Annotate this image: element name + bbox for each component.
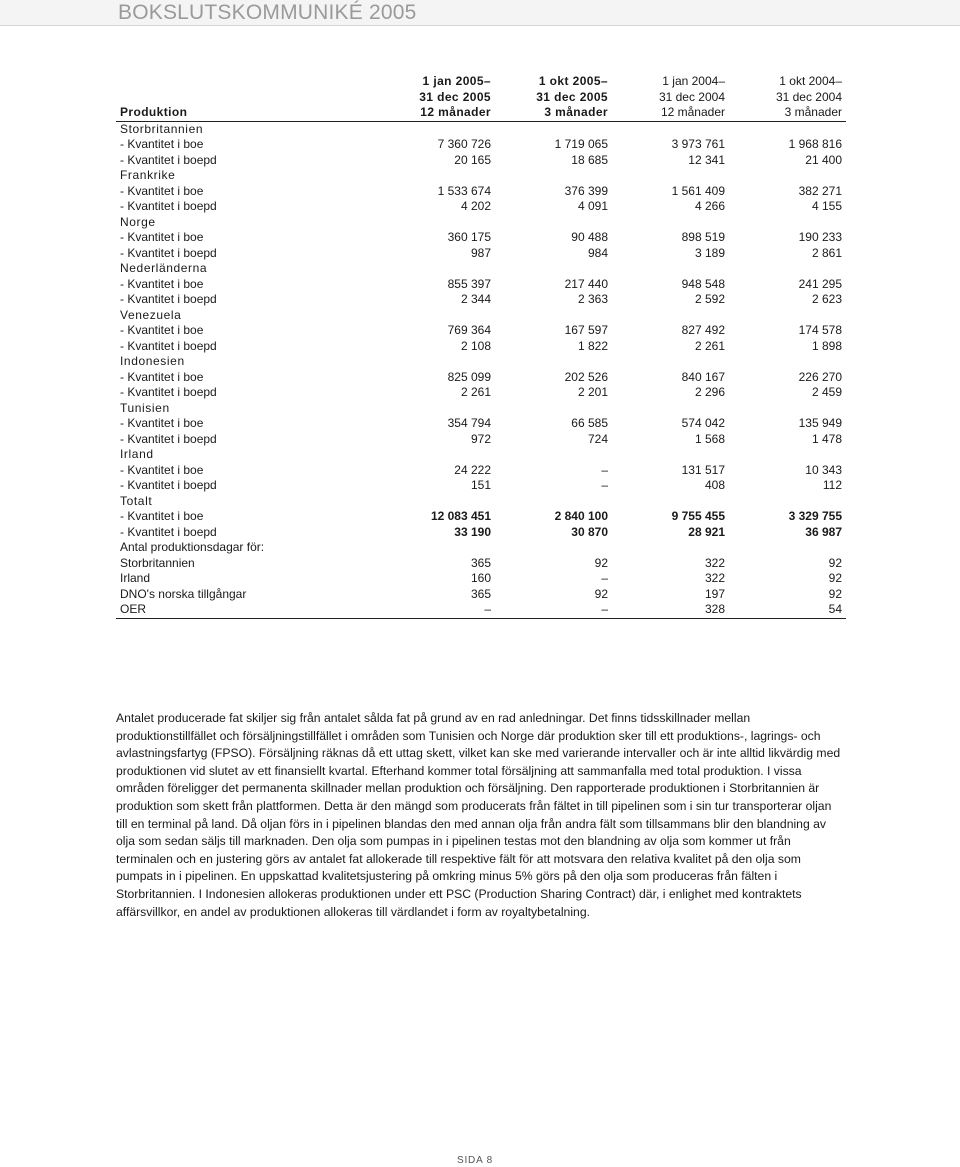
header-row-3 xyxy=(116,105,846,121)
section-header-row xyxy=(116,401,846,417)
row-label: DNO's norska tillgångar xyxy=(120,586,247,601)
row-label: OER xyxy=(116,602,378,618)
value-cell: 2 363 xyxy=(577,292,608,306)
value-cell: 972 xyxy=(470,431,491,446)
value-cell: 190 233 xyxy=(798,230,842,244)
value-cell: 376 399 xyxy=(564,183,608,198)
section-header-row xyxy=(116,121,846,137)
section-name: Totalt xyxy=(120,493,153,508)
value-cell: 36 987 xyxy=(805,524,842,539)
table-row xyxy=(116,153,846,169)
value-cell: 408 xyxy=(704,478,725,492)
column-header-line: 31 dec 2004 xyxy=(775,89,842,104)
value-cell: 1 568 xyxy=(694,431,725,446)
value-cell: 1 719 065 xyxy=(554,137,608,151)
row-label: - Kvantitet i boe xyxy=(120,183,204,198)
explanatory-paragraph: Antalet producerade fat skiljer sig från antalet sålda fat på grund av en rad anledningar. Det finns tidsskillnader mellan produktionstillfället och försäljningstillfället i områden som Tunisien och Norge där produktion sker till ett produktions-, lagrings- och avlastningsfartyg (FPSO). Försäljning räknas då ett uttag skett, vilket kan ske med varierande intervaller och är inte alltid likvärdig med produktionen vid slutet av ett finansiellt kvartal. Efterhand kommer total försäljning att sammanfalla med total produktion. I vissa områden föreligger det permanenta skillnader mellan produktion och försäljning. Den rapporterade produktionen i Storbritannien är produktion som skett från plattformen. Detta är den mängd som producerats från fältet in till pipelinen som i sin tur transporterar oljan till en terminal på land. Då oljan förs in i pipelinen blandas den med annan olja från andra fält som tillsammans blir den blandning av olja som sedan säljs till marknaden. Den olja som pumpas in i pipelinen testas mot den blandning av olja som kommer ut från terminalen och en justering görs av antalet fat allokerade till respektive fält för att motsvara den relativa kvalitet på den olja som pumpats in i pipelinen. En uppskattad kvalitetsjustering på omkring minus 5% görs på den olja som produceras från fälten i Storbritannien. I Indonesien allokeras produktionen under ett PSC (Production Sharing Contract) där, i enlighet med kontraktets affärsvillkor, en andel av produktionen allokeras till värdlandet i form av royaltybetalning. xyxy=(116,711,841,919)
row-label: - Kvantitet i boe xyxy=(120,416,204,430)
value-cell: 322 xyxy=(704,555,725,570)
value-cell: – xyxy=(495,602,612,618)
value-cell: 21 400 xyxy=(805,152,842,167)
column-header-line: 1 jan 2004– xyxy=(662,74,725,88)
value-cell: 4 266 xyxy=(694,199,725,213)
value-cell: 20 165 xyxy=(454,152,491,167)
document-title: BOKSLUTSKOMMUNIKÉ 2005 xyxy=(118,1,417,24)
value-cell: 4 155 xyxy=(811,199,842,213)
section-header-row xyxy=(116,354,846,370)
value-cell: 984 xyxy=(587,245,608,260)
value-cell: – xyxy=(378,602,495,618)
value-cell: 360 175 xyxy=(447,230,491,244)
row-label: Irland xyxy=(120,571,151,585)
value-cell: 825 099 xyxy=(447,369,491,384)
value-cell: 827 492 xyxy=(681,323,725,337)
value-cell: 2 459 xyxy=(811,385,842,399)
value-cell: 12 083 451 xyxy=(430,509,491,523)
value-cell: 2 201 xyxy=(577,385,608,399)
table-row xyxy=(116,432,846,448)
row-label: - Kvantitet i boe xyxy=(120,369,204,384)
table-row xyxy=(116,416,846,432)
row-label: - Kvantitet i boe xyxy=(120,276,204,291)
value-cell: 92 xyxy=(828,571,842,585)
table-row xyxy=(116,385,846,401)
production-table-body xyxy=(116,74,846,618)
row-label: - Kvantitet i boe xyxy=(120,230,204,244)
section-name: Tunisien xyxy=(120,400,170,415)
value-cell: 2 840 100 xyxy=(554,509,608,523)
table-row xyxy=(116,184,846,200)
value-cell: 2 261 xyxy=(460,385,491,399)
value-cell: 2 861 xyxy=(811,245,842,260)
row-label: - Kvantitet i boepd xyxy=(120,478,217,492)
value-cell: 174 578 xyxy=(798,323,842,337)
section-header-row xyxy=(116,261,846,277)
value-cell: 2 108 xyxy=(460,338,491,353)
table-row xyxy=(116,525,846,541)
header-rule xyxy=(0,25,960,26)
row-label: - Kvantitet i boepd xyxy=(120,385,217,399)
row-label: - Kvantitet i boe xyxy=(120,462,204,477)
value-cell: 1 968 816 xyxy=(788,137,842,151)
value-cell: 9 755 455 xyxy=(671,509,725,523)
section-name: Indonesien xyxy=(120,354,185,368)
value-cell: 1 478 xyxy=(811,431,842,446)
value-cell: 66 585 xyxy=(571,416,608,430)
column-header-line: 1 okt 2005– xyxy=(538,74,608,88)
column-header-line: 31 dec 2005 xyxy=(536,89,608,104)
value-cell: 131 517 xyxy=(681,462,725,477)
section-header-row xyxy=(116,447,846,463)
value-cell: – xyxy=(601,478,608,492)
column-header-line: 3 månader xyxy=(495,105,612,121)
column-header-line: 31 dec 2004 xyxy=(658,89,725,104)
value-cell: 354 794 xyxy=(447,416,491,430)
value-cell: 1 898 xyxy=(811,338,842,353)
value-cell: 724 xyxy=(587,431,608,446)
value-cell: 92 xyxy=(594,555,608,570)
section-header-row xyxy=(116,168,846,184)
section-header-row xyxy=(116,494,846,510)
value-cell: 12 341 xyxy=(688,152,725,167)
days-row xyxy=(116,587,846,603)
value-cell: 167 597 xyxy=(564,323,608,337)
days-heading-row xyxy=(116,540,846,556)
row-label: - Kvantitet i boepd xyxy=(120,292,217,306)
days-row xyxy=(116,556,846,572)
row-label: - Kvantitet i boe xyxy=(120,137,204,151)
value-cell: 987 xyxy=(470,245,491,260)
value-cell: 1 822 xyxy=(577,338,608,353)
value-cell: 92 xyxy=(828,586,842,601)
row-label: - Kvantitet i boe xyxy=(120,323,204,337)
value-cell: – xyxy=(601,571,608,585)
value-cell: 54 xyxy=(729,602,846,618)
value-cell: 2 623 xyxy=(811,292,842,306)
value-cell: 30 870 xyxy=(571,524,608,539)
production-heading: Produktion xyxy=(116,105,378,121)
value-cell: 10 343 xyxy=(805,462,842,477)
value-cell: 2 344 xyxy=(460,292,491,306)
table-row xyxy=(116,509,846,525)
value-cell: 226 270 xyxy=(798,369,842,384)
value-cell: 241 295 xyxy=(798,276,842,291)
value-cell: 4 202 xyxy=(460,199,491,213)
value-cell: 28 921 xyxy=(688,524,725,539)
value-cell: 3 189 xyxy=(694,245,725,260)
value-cell: 365 xyxy=(470,586,491,601)
row-label: - Kvantitet i boepd xyxy=(120,338,217,353)
value-cell: 7 360 726 xyxy=(437,137,491,151)
value-cell: 574 042 xyxy=(681,416,725,430)
value-cell: 135 949 xyxy=(798,416,842,430)
value-cell: 898 519 xyxy=(681,230,725,244)
value-cell: 840 167 xyxy=(681,369,725,384)
row-label: - Kvantitet i boepd xyxy=(120,199,217,213)
section-name: Norge xyxy=(120,214,156,229)
value-cell: 92 xyxy=(828,555,842,570)
value-cell: 197 xyxy=(704,586,725,601)
column-header-line: 31 dec 2005 xyxy=(419,89,491,104)
section-name: Storbritannien xyxy=(120,121,204,136)
column-header-line: 12 månader xyxy=(612,105,729,121)
production-table xyxy=(116,74,846,619)
section-name: Frankrike xyxy=(120,168,176,182)
column-header-line: 12 månader xyxy=(378,105,495,121)
row-label: - Kvantitet i boepd xyxy=(120,245,217,260)
value-cell: 1 533 674 xyxy=(437,183,491,198)
value-cell: 3 329 755 xyxy=(788,509,842,523)
value-cell: 2 296 xyxy=(694,385,725,399)
value-cell: 322 xyxy=(704,571,725,585)
header-row-2 xyxy=(116,90,846,106)
value-cell: 1 561 409 xyxy=(671,183,725,198)
section-name: Nederländerna xyxy=(120,261,208,275)
table-row xyxy=(116,199,846,215)
row-label: - Kvantitet i boepd xyxy=(120,152,217,167)
table-row xyxy=(116,230,846,246)
days-row xyxy=(116,571,846,587)
table-row xyxy=(116,137,846,153)
row-label: - Kvantitet i boe xyxy=(120,509,204,523)
column-header-line: 3 månader xyxy=(729,105,846,121)
value-cell: 948 548 xyxy=(681,276,725,291)
value-cell: 3 973 761 xyxy=(671,137,725,151)
value-cell: 855 397 xyxy=(447,276,491,291)
section-header-row xyxy=(116,308,846,324)
table-row xyxy=(116,370,846,386)
row-label: - Kvantitet i boepd xyxy=(120,524,217,539)
value-cell: 202 526 xyxy=(564,369,608,384)
column-header-line: 1 jan 2005– xyxy=(422,74,491,88)
value-cell: 365 xyxy=(470,555,491,570)
value-cell: 92 xyxy=(594,586,608,601)
row-label: - Kvantitet i boepd xyxy=(120,431,217,446)
value-cell: 151 xyxy=(470,478,491,492)
section-name: Venezuela xyxy=(120,307,182,322)
table-row xyxy=(116,339,846,355)
section-name: Irland xyxy=(120,447,154,461)
table-row xyxy=(116,277,846,293)
value-cell: 33 190 xyxy=(454,524,491,539)
table-row xyxy=(116,478,846,494)
days-row xyxy=(116,602,846,618)
row-label: Storbritannien xyxy=(120,555,195,570)
table-row xyxy=(116,246,846,262)
value-cell: 217 440 xyxy=(564,276,608,291)
value-cell: 328 xyxy=(612,602,729,618)
value-cell: – xyxy=(601,462,608,477)
header-spacer xyxy=(116,74,378,90)
value-cell: 18 685 xyxy=(571,152,608,167)
value-cell: 4 091 xyxy=(577,199,608,213)
section-header-row xyxy=(116,215,846,231)
value-cell: 769 364 xyxy=(447,323,491,337)
value-cell: 112 xyxy=(822,478,842,492)
value-cell: 160 xyxy=(470,571,491,585)
table-row xyxy=(116,323,846,339)
value-cell: 2 261 xyxy=(694,338,725,353)
table-row xyxy=(116,463,846,479)
days-heading: Antal produktionsdagar för: xyxy=(120,540,265,554)
table-row xyxy=(116,292,846,308)
value-cell: 382 271 xyxy=(798,183,842,198)
value-cell: 90 488 xyxy=(571,230,608,244)
column-header-line: 1 okt 2004– xyxy=(779,74,842,88)
header-spacer xyxy=(116,90,378,106)
value-cell: 24 222 xyxy=(454,462,491,477)
page-number: SIDA 8 xyxy=(457,1155,493,1166)
value-cell: 2 592 xyxy=(694,292,725,306)
header-row-1 xyxy=(116,74,846,90)
